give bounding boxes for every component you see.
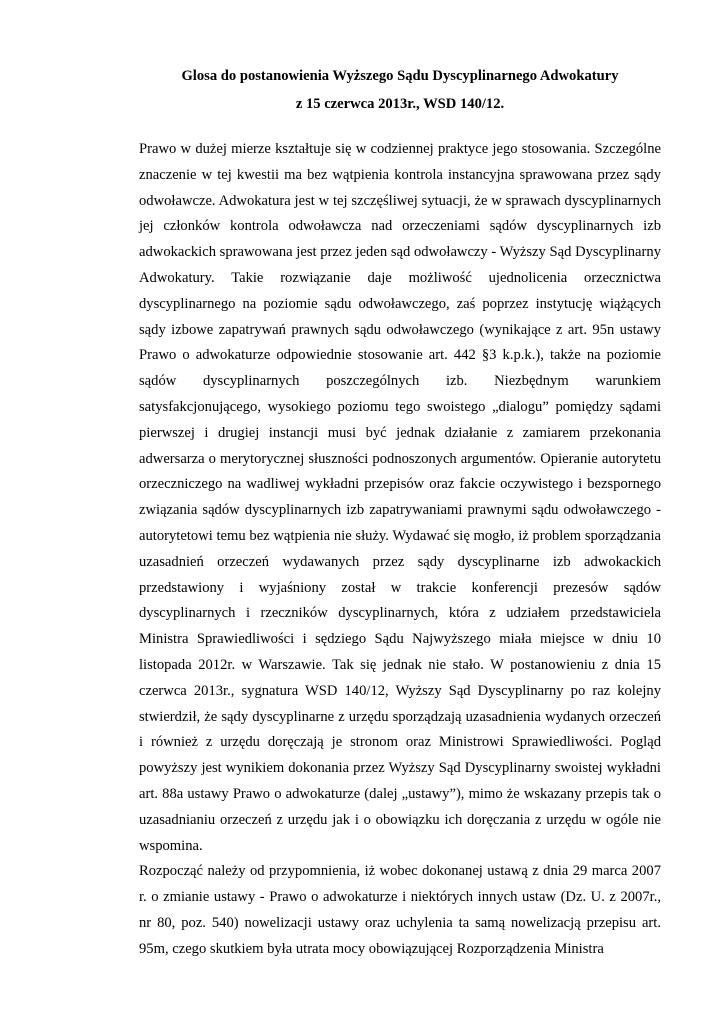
document-title: [139, 62, 661, 118]
document-body: [139, 137, 661, 963]
title-line-1: Glosa do postanowienia Wyższego Sądu Dyscyplinarnego Adwokatury: [181, 68, 619, 84]
document-page: [139, 62, 661, 963]
paragraph-2: Rozpocząć należy od przypomnienia, iż wobec dokonanej ustawą z dnia 29 marca 2007 r. o zmianie ustawy - Prawo o adwokaturze i niektórych innych ustaw (Dz. U. z 2007r., nr 80, poz. 540) nowelizacji ustawy oraz uchylenia ta samą nowelizacją przepisu art. 95m, czego skutkiem była utrata mocy obowiązującej Rozporządzenia Ministra: [139, 863, 661, 957]
title-line-2: z 15 czerwca 2013r., WSD 140/12.: [295, 96, 505, 112]
paragraph-1: Prawo w dużej mierze kształtuje się w codziennej praktyce jego stosowania. Szczególne znaczenie w tej kwestii ma bez wątpienia kontrola instancyjna sprawowana przez sądy odwoławcze. Adwokatura jest w tej szczęśliwej sytuacji, że w sprawach dyscyplinarnych jej członków kontrola odwoławcza nad orzeczeniami sądów dyscyplinarnych izb adwokackich sprawowana jest przez jeden sąd odwoławczy - Wyższy Sąd Dyscyplinarny Adwokatury. Takie rozwiązanie daje możliwość ujednolicenia orzecznictwa dyscyplinarnego na poziomie sądu odwoławczego, zaś poprzez instytucję wiążących sądy izbowe zapatrywań prawnych sądu odwoławczego (wynikające z art. 95n ustawy Prawo o adwokaturze odpowiednie stosowanie art. 442 §3 k.p.k.), także na poziomie sądów dyscyplinarnych poszczególnych izb. Niezbędnym warunkiem satysfakcjonującego, wysokiego poziomu tego swoistego „dialogu” pomiędzy sądami pierwszej i drugiej instancji musi być jednak działanie z zamiarem przekonania adwersarza o merytorycznej słuszności podnoszonych argumentów. Opieranie autorytetu orzeczniczego na wadliwej wykładni przepisów oraz fakcie oczywistego i bezspornego związania sądów dyscyplinarnych izb zapatrywaniami prawnymi sądu odwoławczego - autorytetowi temu bez wątpienia nie służy. Wydawać się mogło, iż problem sporządzania uzasadnień orzeczeń wydawanych przez sądy dyscyplinarne izb adwokackich przedstawiony i wyjaśniony został w trakcie konferencji prezesów sądów dyscyplinarnych i rzeczników dyscyplinarnych, która z udziałem przedstawiciela Ministra Sprawiedliwości i sędziego Sądu Najwyższego miała miejsce w dniu 10 listopada 2012r. w Warszawie. Tak się jednak nie stało. W postanowieniu z dnia 15 czerwca 2013r., sygnatura WSD 140/12, Wyższy Sąd Dyscyplinarny po raz kolejny stwierdził, że sądy dyscyplinarne z urzędu sporządzają uzasadnienia wydanych orzeczeń i również z urzędu doręczają je stronom oraz Ministrowi Sprawiedliwości. Pogląd powyższy jest wynikiem dokonania przez Wyższy Sąd Dyscyplinarny swoistej wykładni art. 88a ustawy Prawo o adwokaturze (dalej „ustawy”), mimo że wskazany przepis tak o uzasadnianiu orzeczeń z urzędu jak i o obowiązku ich doręczania z urzędu w ogóle nie wspomina.: [139, 141, 661, 854]
